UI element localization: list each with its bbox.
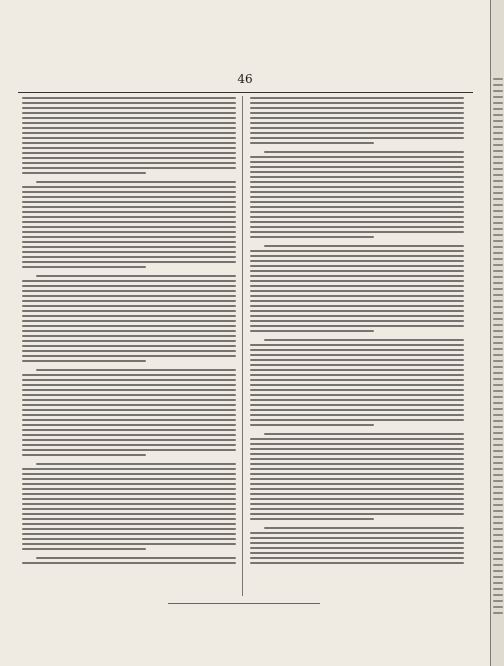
text-line-placeholder	[250, 315, 464, 317]
text-line-placeholder	[22, 513, 236, 515]
adjacent-text-line-placeholder	[493, 498, 503, 500]
text-line-placeholder	[22, 350, 236, 352]
adjacent-text-line-placeholder	[493, 294, 503, 296]
text-line-placeholder	[22, 449, 236, 451]
adjacent-text-line-placeholder	[493, 300, 503, 302]
adjacent-text-line-placeholder	[493, 594, 503, 596]
adjacent-text-line-placeholder	[493, 222, 503, 224]
adjacent-text-line-placeholder	[493, 576, 503, 578]
text-line-placeholder	[250, 305, 464, 307]
text-line-placeholder	[250, 344, 464, 346]
text-line-placeholder	[250, 458, 464, 460]
text-line-placeholder	[22, 325, 236, 327]
adjacent-text-line-placeholder	[493, 330, 503, 332]
adjacent-text-line-placeholder	[493, 390, 503, 392]
text-line-placeholder	[250, 127, 464, 129]
adjacent-text-line-placeholder	[493, 276, 503, 278]
adjacent-text-line-placeholder	[493, 456, 503, 458]
text-line-placeholder	[22, 523, 236, 525]
text-line-placeholder	[250, 409, 464, 411]
adjacent-text-line-placeholder	[493, 612, 503, 614]
text-line-placeholder	[250, 310, 464, 312]
text-line-placeholder	[250, 518, 374, 520]
adjacent-text-line-placeholder	[493, 558, 503, 560]
text-line-placeholder	[22, 360, 146, 362]
adjacent-text-line-placeholder	[493, 84, 503, 86]
text-line-placeholder	[250, 557, 464, 559]
text-line-placeholder	[250, 206, 464, 208]
text-line-placeholder	[250, 493, 464, 495]
text-line-placeholder	[250, 414, 464, 416]
text-line-placeholder	[22, 117, 236, 119]
adjacent-text-line-placeholder	[493, 474, 503, 476]
adjacent-text-line-placeholder	[493, 462, 503, 464]
text-line-placeholder	[22, 414, 236, 416]
text-line-placeholder	[250, 260, 464, 262]
text-line-placeholder	[250, 275, 464, 277]
text-line-placeholder	[22, 310, 236, 312]
text-line-placeholder	[250, 364, 464, 366]
text-line-placeholder	[22, 300, 236, 302]
text-line-placeholder	[264, 245, 464, 247]
adjacent-text-line-placeholder	[493, 348, 503, 350]
adjacent-text-line-placeholder	[493, 606, 503, 608]
text-line-placeholder	[22, 374, 236, 376]
text-line-placeholder	[250, 236, 374, 238]
text-line-placeholder	[250, 137, 464, 139]
text-line-placeholder	[250, 320, 464, 322]
text-line-placeholder	[250, 468, 464, 470]
adjacent-text-line-placeholder	[493, 324, 503, 326]
adjacent-text-line-placeholder	[493, 570, 503, 572]
text-line-placeholder	[22, 429, 236, 431]
adjacent-text-line-placeholder	[493, 270, 503, 272]
adjacent-text-line-placeholder	[493, 342, 503, 344]
text-line-placeholder	[36, 557, 236, 559]
text-line-placeholder	[22, 404, 236, 406]
adjacent-text-line-placeholder	[493, 354, 503, 356]
adjacent-text-line-placeholder	[493, 258, 503, 260]
text-line-placeholder	[250, 117, 464, 119]
adjacent-text-line-placeholder	[493, 420, 503, 422]
text-line-placeholder	[250, 379, 464, 381]
adjacent-text-line-placeholder	[493, 264, 503, 266]
text-line-placeholder	[22, 320, 236, 322]
adjacent-text-line-placeholder	[493, 426, 503, 428]
text-line-placeholder	[250, 488, 464, 490]
adjacent-text-line-placeholder	[493, 240, 503, 242]
adjacent-text-line-placeholder	[493, 228, 503, 230]
text-line-placeholder	[250, 97, 464, 99]
adjacent-text-line-placeholder	[493, 408, 503, 410]
text-line-placeholder	[22, 221, 236, 223]
adjacent-text-line-placeholder	[493, 444, 503, 446]
adjacent-text-line-placeholder	[493, 150, 503, 152]
text-line-placeholder	[22, 379, 236, 381]
text-line-placeholder	[250, 349, 464, 351]
adjacent-text-line-placeholder	[493, 312, 503, 314]
adjacent-text-line-placeholder	[493, 414, 503, 416]
text-line-placeholder	[22, 503, 236, 505]
text-line-placeholder	[250, 166, 464, 168]
adjacent-text-line-placeholder	[493, 252, 503, 254]
adjacent-text-line-placeholder	[493, 336, 503, 338]
left-text-column	[22, 97, 236, 597]
text-line-placeholder	[250, 176, 464, 178]
text-line-placeholder	[250, 438, 464, 440]
text-line-placeholder	[250, 142, 374, 144]
text-line-placeholder	[22, 528, 236, 530]
text-line-placeholder	[250, 112, 464, 114]
text-line-placeholder	[22, 424, 236, 426]
text-line-placeholder	[250, 478, 464, 480]
text-line-placeholder	[22, 261, 236, 263]
adjacent-text-line-placeholder	[493, 138, 503, 140]
adjacent-page-edge	[490, 0, 504, 666]
adjacent-text-line-placeholder	[493, 180, 503, 182]
adjacent-text-line-placeholder	[493, 132, 503, 134]
adjacent-text-line-placeholder	[493, 204, 503, 206]
text-line-placeholder	[250, 498, 464, 500]
text-line-placeholder	[22, 290, 236, 292]
text-line-placeholder	[22, 454, 146, 456]
text-line-placeholder	[22, 122, 236, 124]
text-line-placeholder	[22, 305, 236, 307]
text-line-placeholder	[36, 181, 236, 183]
text-line-placeholder	[250, 473, 464, 475]
adjacent-text-line-placeholder	[493, 396, 503, 398]
adjacent-text-line-placeholder	[493, 306, 503, 308]
text-line-placeholder	[22, 473, 236, 475]
text-line-placeholder	[22, 112, 236, 114]
adjacent-text-line-placeholder	[493, 282, 503, 284]
adjacent-text-line-placeholder	[493, 192, 503, 194]
text-line-placeholder	[250, 463, 464, 465]
text-line-placeholder	[22, 236, 236, 238]
text-line-placeholder	[250, 384, 464, 386]
bottom-divider	[168, 603, 320, 604]
text-line-placeholder	[250, 226, 464, 228]
text-line-placeholder	[250, 255, 464, 257]
adjacent-text-line-placeholder	[493, 174, 503, 176]
text-line-placeholder	[22, 518, 236, 520]
adjacent-text-line-placeholder	[493, 528, 503, 530]
adjacent-text-line-placeholder	[493, 162, 503, 164]
text-line-placeholder	[250, 424, 374, 426]
text-line-placeholder	[22, 444, 236, 446]
header-rule	[18, 92, 473, 93]
adjacent-text-line-placeholder	[493, 198, 503, 200]
adjacent-text-line-placeholder	[493, 432, 503, 434]
text-line-placeholder	[250, 389, 464, 391]
text-line-placeholder	[22, 295, 236, 297]
text-line-placeholder	[22, 478, 236, 480]
adjacent-text-line-placeholder	[493, 588, 503, 590]
text-line-placeholder	[22, 483, 236, 485]
adjacent-text-line-placeholder	[493, 102, 503, 104]
text-line-placeholder	[22, 231, 236, 233]
text-line-placeholder	[22, 152, 236, 154]
adjacent-text-line-placeholder	[493, 540, 503, 542]
text-line-placeholder	[250, 443, 464, 445]
text-line-placeholder	[250, 186, 464, 188]
text-line-placeholder	[250, 325, 464, 327]
adjacent-text-line-placeholder	[493, 114, 503, 116]
text-line-placeholder	[22, 172, 146, 174]
text-line-placeholder	[22, 251, 236, 253]
text-line-placeholder	[36, 369, 236, 371]
text-line-placeholder	[250, 250, 464, 252]
text-line-placeholder	[22, 157, 236, 159]
text-line-placeholder	[250, 330, 374, 332]
text-line-placeholder	[250, 196, 464, 198]
text-line-placeholder	[22, 211, 236, 213]
adjacent-text-line-placeholder	[493, 480, 503, 482]
adjacent-text-line-placeholder	[493, 378, 503, 380]
text-line-placeholder	[22, 196, 236, 198]
text-line-placeholder	[250, 404, 464, 406]
text-line-placeholder	[22, 498, 236, 500]
text-line-placeholder	[250, 201, 464, 203]
adjacent-text-line-placeholder	[493, 450, 503, 452]
text-line-placeholder	[250, 374, 464, 376]
adjacent-text-line-placeholder	[493, 438, 503, 440]
text-line-placeholder	[22, 409, 236, 411]
text-line-placeholder	[22, 340, 236, 342]
adjacent-text-line-placeholder	[493, 522, 503, 524]
adjacent-text-line-placeholder	[493, 492, 503, 494]
text-line-placeholder	[22, 488, 236, 490]
text-line-placeholder	[250, 285, 464, 287]
adjacent-text-line-placeholder	[493, 144, 503, 146]
text-line-placeholder	[22, 419, 236, 421]
adjacent-text-line-placeholder	[493, 582, 503, 584]
adjacent-text-line-placeholder	[493, 156, 503, 158]
text-line-placeholder	[250, 503, 464, 505]
text-line-placeholder	[22, 127, 236, 129]
adjacent-text-line-placeholder	[493, 210, 503, 212]
text-line-placeholder	[36, 463, 236, 465]
adjacent-text-line-placeholder	[493, 216, 503, 218]
text-line-placeholder	[22, 399, 236, 401]
text-line-placeholder	[36, 275, 236, 277]
text-line-placeholder	[22, 434, 236, 436]
text-line-placeholder	[22, 389, 236, 391]
text-line-placeholder	[250, 513, 464, 515]
text-line-placeholder	[22, 394, 236, 396]
text-line-placeholder	[250, 132, 464, 134]
text-line-placeholder	[250, 171, 464, 173]
adjacent-text-line-placeholder	[493, 516, 503, 518]
column-divider	[242, 96, 243, 596]
text-line-placeholder	[22, 280, 236, 282]
text-line-placeholder	[250, 483, 464, 485]
text-line-placeholder	[22, 201, 236, 203]
text-line-placeholder	[22, 493, 236, 495]
adjacent-text-line-placeholder	[493, 108, 503, 110]
text-line-placeholder	[250, 270, 464, 272]
text-line-placeholder	[264, 527, 464, 529]
text-line-placeholder	[22, 256, 236, 258]
text-line-placeholder	[22, 345, 236, 347]
text-line-placeholder	[22, 533, 236, 535]
text-line-placeholder	[22, 142, 236, 144]
adjacent-text-line-placeholder	[493, 234, 503, 236]
text-line-placeholder	[264, 433, 464, 435]
adjacent-text-line-placeholder	[493, 288, 503, 290]
adjacent-text-line-placeholder	[493, 564, 503, 566]
adjacent-text-line-placeholder	[493, 318, 503, 320]
adjacent-text-line-placeholder	[493, 90, 503, 92]
text-line-placeholder	[250, 211, 464, 213]
adjacent-text-line-placeholder	[493, 534, 503, 536]
text-line-placeholder	[22, 137, 236, 139]
text-line-placeholder	[22, 216, 236, 218]
text-line-placeholder	[22, 335, 236, 337]
text-line-placeholder	[250, 221, 464, 223]
text-line-placeholder	[250, 295, 464, 297]
text-line-placeholder	[250, 122, 464, 124]
text-line-placeholder	[250, 156, 464, 158]
adjacent-text-line-placeholder	[493, 366, 503, 368]
adjacent-text-line-placeholder	[493, 384, 503, 386]
text-line-placeholder	[22, 241, 236, 243]
adjacent-text-line-placeholder	[493, 600, 503, 602]
text-line-placeholder	[250, 562, 464, 564]
text-line-placeholder	[22, 97, 236, 99]
text-line-placeholder	[22, 548, 146, 550]
adjacent-text-line-placeholder	[493, 78, 503, 80]
page-number: 46	[237, 72, 253, 86]
text-line-placeholder	[250, 552, 464, 554]
text-line-placeholder	[250, 547, 464, 549]
right-text-column	[250, 97, 464, 597]
adjacent-text-line-placeholder	[493, 360, 503, 362]
text-line-placeholder	[22, 266, 146, 268]
adjacent-text-line-placeholder	[493, 486, 503, 488]
text-line-placeholder	[22, 562, 236, 564]
text-line-placeholder	[22, 102, 236, 104]
text-line-placeholder	[250, 453, 464, 455]
adjacent-text-line-placeholder	[493, 372, 503, 374]
text-line-placeholder	[250, 300, 464, 302]
text-line-placeholder	[264, 151, 464, 153]
adjacent-text-line-placeholder	[493, 126, 503, 128]
adjacent-text-line-placeholder	[493, 468, 503, 470]
adjacent-text-line-placeholder	[493, 246, 503, 248]
text-line-placeholder	[22, 132, 236, 134]
text-line-placeholder	[250, 102, 464, 104]
text-line-placeholder	[22, 186, 236, 188]
text-line-placeholder	[250, 532, 464, 534]
text-line-placeholder	[250, 537, 464, 539]
text-line-placeholder	[22, 285, 236, 287]
text-line-placeholder	[22, 162, 236, 164]
text-line-placeholder	[250, 290, 464, 292]
text-line-placeholder	[250, 369, 464, 371]
text-line-placeholder	[22, 439, 236, 441]
text-line-placeholder	[250, 394, 464, 396]
text-line-placeholder	[250, 216, 464, 218]
adjacent-text-line-placeholder	[493, 168, 503, 170]
text-line-placeholder	[22, 191, 236, 193]
text-line-placeholder	[22, 107, 236, 109]
adjacent-text-line-placeholder	[493, 120, 503, 122]
text-line-placeholder	[250, 354, 464, 356]
adjacent-text-line-placeholder	[493, 96, 503, 98]
text-line-placeholder	[250, 161, 464, 163]
text-line-placeholder	[250, 419, 464, 421]
text-line-placeholder	[250, 508, 464, 510]
text-line-placeholder	[250, 542, 464, 544]
text-line-placeholder	[250, 280, 464, 282]
text-line-placeholder	[22, 355, 236, 357]
text-line-placeholder	[22, 508, 236, 510]
adjacent-text-line-placeholder	[493, 186, 503, 188]
adjacent-text-line-placeholder	[493, 504, 503, 506]
text-line-placeholder	[22, 167, 236, 169]
text-line-placeholder	[22, 543, 236, 545]
text-line-placeholder	[250, 107, 464, 109]
text-line-placeholder	[22, 246, 236, 248]
adjacent-text-line-placeholder	[493, 402, 503, 404]
text-line-placeholder	[22, 315, 236, 317]
adjacent-text-line-placeholder	[493, 546, 503, 548]
text-line-placeholder	[22, 226, 236, 228]
text-line-placeholder	[22, 206, 236, 208]
text-line-placeholder	[22, 384, 236, 386]
text-line-placeholder	[250, 231, 464, 233]
text-line-placeholder	[264, 339, 464, 341]
text-line-placeholder	[22, 468, 236, 470]
text-line-placeholder	[250, 265, 464, 267]
text-line-placeholder	[250, 448, 464, 450]
text-line-placeholder	[250, 359, 464, 361]
text-line-placeholder	[250, 399, 464, 401]
adjacent-text-line-placeholder	[493, 552, 503, 554]
text-line-placeholder	[22, 330, 236, 332]
text-line-placeholder	[22, 538, 236, 540]
text-line-placeholder	[250, 191, 464, 193]
adjacent-text-line-placeholder	[493, 510, 503, 512]
text-line-placeholder	[250, 181, 464, 183]
text-line-placeholder	[22, 147, 236, 149]
